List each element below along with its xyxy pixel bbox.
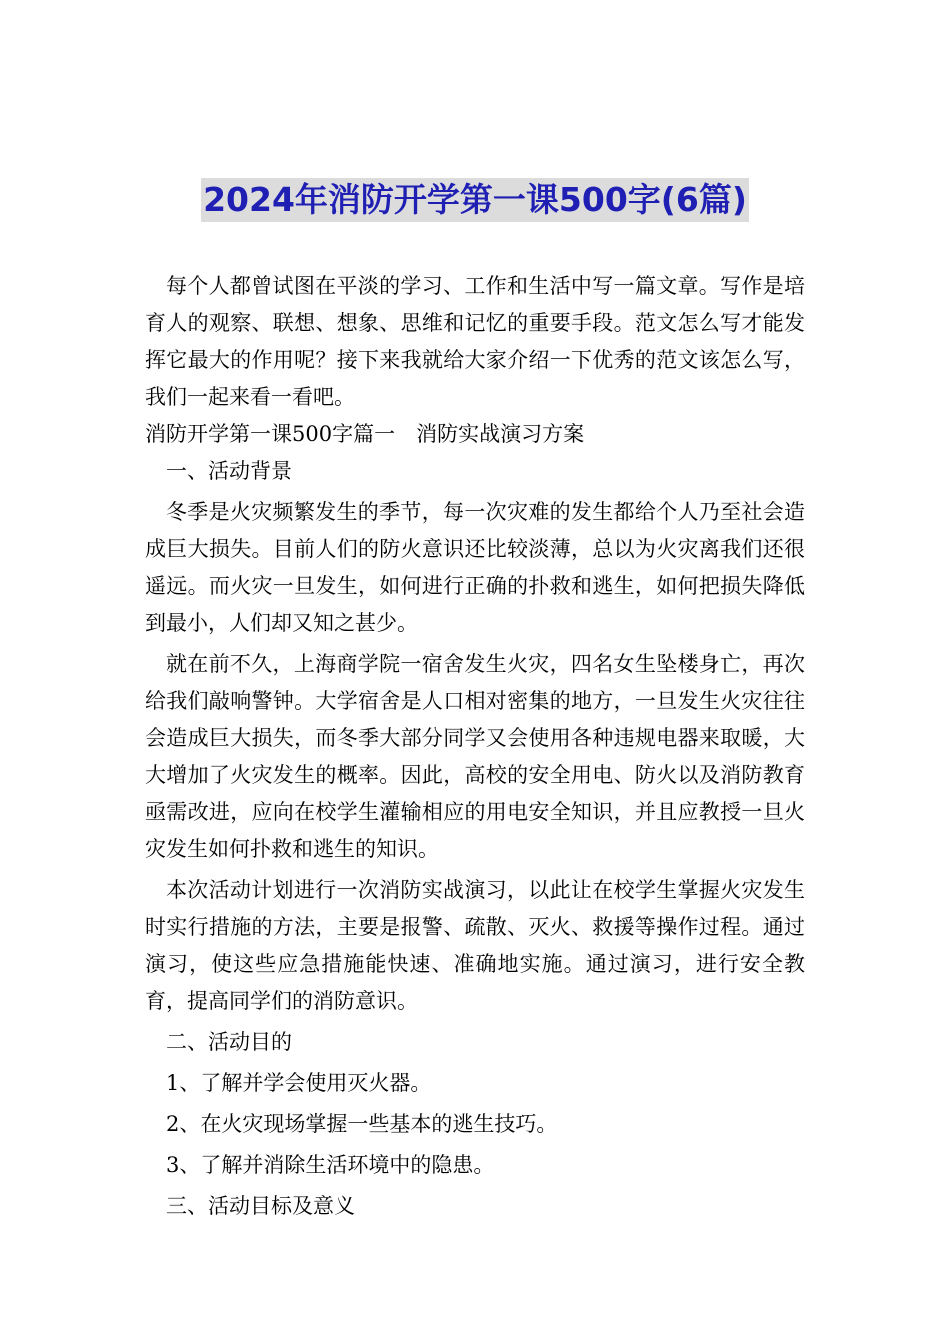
section-heading-purpose: 二、活动目的: [166, 1030, 292, 1054]
section-heading-objectives: 三、活动目标及意义: [166, 1194, 355, 1218]
goal-item: 2、在火灾现场掌握一些基本的逃生技巧。: [166, 1112, 558, 1136]
document-title: 2024年消防开学第一课500字(6篇): [201, 178, 749, 222]
goal-item: 3、了解并消除生活环境中的隐患。: [166, 1153, 495, 1177]
goal-item: 1、了解并学会使用灭火器。: [166, 1071, 432, 1095]
body-paragraph: 本次活动计划进行一次消防实战演习，以此让在校学生掌握火灾发生时实行措施的方法，主要是报警、疏散、灭火、救援等操作过程。通过演习，使这些应急措施能快速、准确地实施。通过演习，进行安全教育，提高同学们的消防意识。: [145, 878, 805, 1013]
body-paragraph: 冬季是火灾频繁发生的季节，每一次灾难的发生都给个人乃至社会造成巨大损失。目前人们的防火意识还比较淡薄，总以为火灾离我们还很遥远。而火灾一旦发生，如何进行正确的扑救和逃生，如何把损失降低到最小，人们却又知之甚少。: [145, 500, 805, 635]
title-container: [0, 178, 950, 222]
chapter-heading: 消防开学第一课500字篇一 消防实战演习方案: [145, 422, 585, 446]
intro-paragraph: 每个人都曾试图在平淡的学习、工作和生活中写一篇文章。写作是培育人的观察、联想、想象、思维和记忆的重要手段。范文怎么写才能发挥它最大的作用呢？接下来我就给大家介绍一下优秀的范文该怎么写，我们一起来看一看吧。: [145, 274, 805, 409]
section-heading-background: 一、活动背景: [166, 459, 292, 483]
document-body: [145, 268, 805, 1225]
body-paragraph: 就在前不久，上海商学院一宿舍发生火灾，四名女生坠楼身亡，再次给我们敲响警钟。大学宿舍是人口相对密集的地方，一旦发生火灾往往会造成巨大损失，而冬季大部分同学又会使用各种违规电器来取暖，大大增加了火灾发生的概率。因此，高校的安全用电、防火以及消防教育亟需改进，应向在校学生灌输相应的用电安全知识，并且应教授一旦火灾发生如何扑救和逃生的知识。: [145, 652, 805, 861]
